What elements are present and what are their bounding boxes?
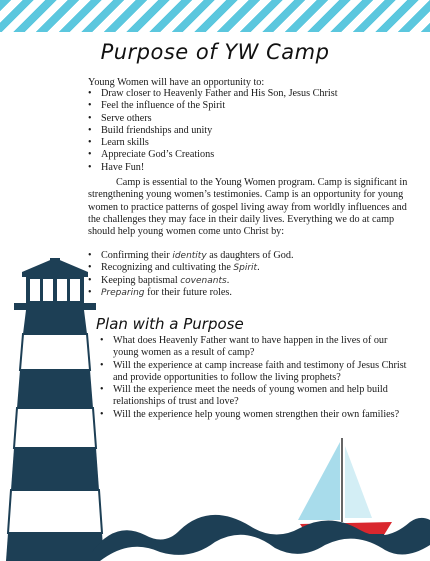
plan-question-list (100, 335, 410, 421)
list-item: • Build friendships and unity (88, 124, 213, 136)
opportunity-list (88, 88, 338, 174)
list-item: • Will the experience at camp increase faith and testimony of Jesus Christ and provide opportunities to follow the living prophets? (100, 359, 407, 383)
list-item: • What does Heavenly Father want to have happen in the lives of our young women as a result of camp? (100, 335, 388, 359)
list-item: • Have Fun! (88, 161, 145, 173)
list-item: • Recognizing and cultivating the Spirit. (88, 262, 260, 274)
page-title: Purpose of YW Camp (100, 40, 330, 64)
striped-header-band (0, 0, 430, 32)
christ-list (88, 250, 294, 299)
camp-paragraph: Camp is essential to the Young Women program. Camp is significant in strengthening young women’s testimonies. Camp is an opportunity for young women to practice patterns of gospel living away from worldly influences and the challenges they may face in their daily lives. Everything we do at camp should help young women come unto Christ by: (88, 177, 408, 238)
list-item: • Will the experience meet the needs of young women and help build relationships of trust and love? (100, 384, 388, 408)
list-item: • Serve others (88, 112, 152, 124)
list-item: • Preparing for their future roles. (88, 286, 232, 298)
list-item: • Feel the influence of the Spirit (88, 100, 226, 112)
list-item: • Learn skills (88, 137, 149, 149)
list-item: • Will the experience help young women strengthen their own families? (100, 408, 400, 420)
list-item: • Draw closer to Heavenly Father and His Son, Jesus Christ (88, 88, 338, 99)
plan-heading: Plan with a Purpose (96, 315, 244, 333)
intro-text: Young Women will have an opportunity to: (88, 77, 265, 88)
list-item: • Keeping baptismal covenants. (88, 274, 230, 286)
list-item: • Appreciate God’s Creations (88, 149, 215, 161)
list-item: • Confirming their identity as daughters of God. (88, 250, 294, 261)
